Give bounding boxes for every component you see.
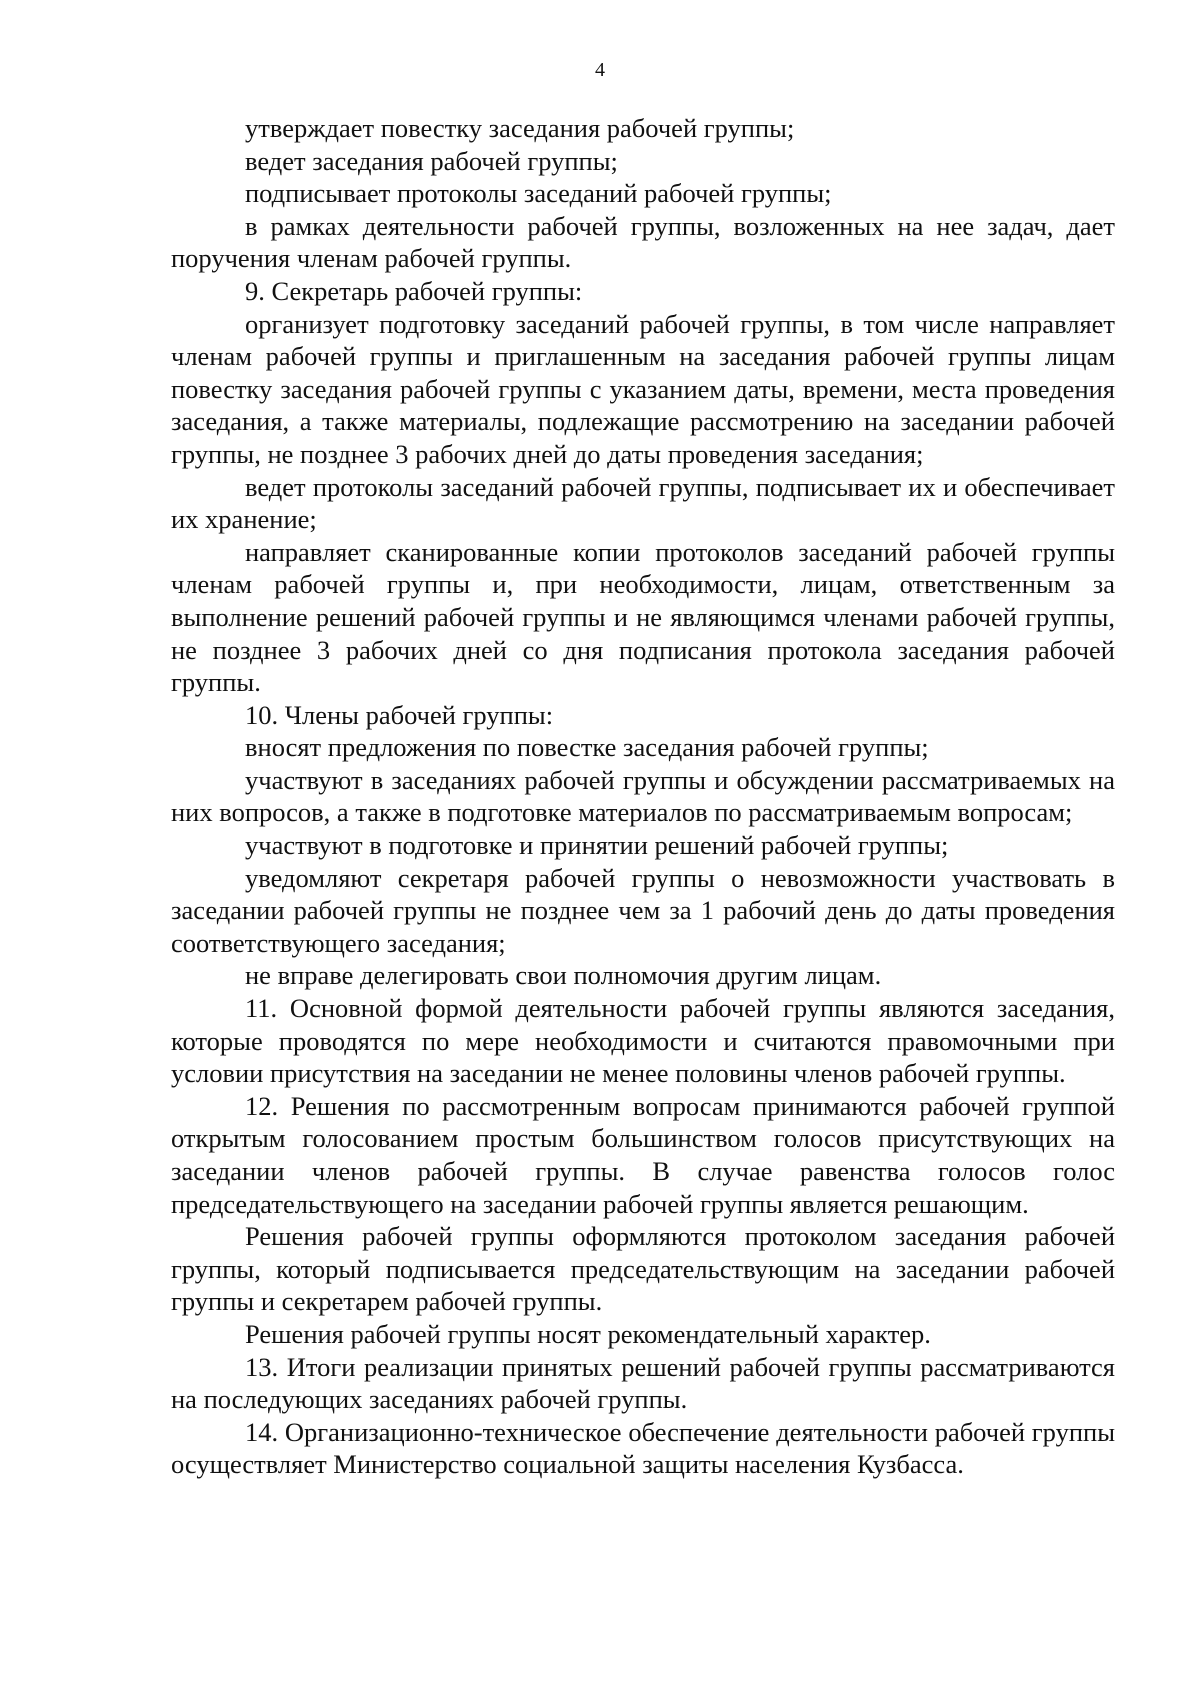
paragraph: утверждает повестку заседания рабочей группы; (245, 113, 795, 143)
document-body (171, 112, 1115, 1481)
section-heading-9: 9. Секретарь рабочей группы: (245, 275, 583, 306)
paragraph: вносят предложения по повестке заседания рабочей группы; (245, 732, 929, 763)
section-11: 11. Основной формой деятельности рабочей группы являются заседания, которые проводятся по мере необходимости и считаются правомочными при условии присутствия на заседании не менее половины членов рабочей группы. (171, 993, 1115, 1089)
paragraph: Решения рабочей группы оформляются протоколом заседания рабочей группы, который подписывается председательствующим на заседании рабочей группы и секретарем рабочей группы. (171, 1221, 1115, 1317)
paragraph: участвуют в заседаниях рабочей группы и обсуждении рассматриваемых на них вопросов, а также в подготовке материалов по рассматриваемым вопросам; (171, 764, 1115, 828)
paragraph: ведет протоколы заседаний рабочей группы, подписывает их и обеспечивает их хранение; (171, 471, 1115, 535)
paragraph: подписывает протоколы заседаний рабочей группы; (245, 178, 832, 209)
section-12: 12. Решения по рассмотренным вопросам принимаются рабочей группой открытым голосованием простым большинством голосов присутствующих на заседании членов рабочей группы. В случае равенства голосов голос председательствующего на заседании рабочей группы является решающим. (171, 1090, 1115, 1219)
paragraph: Решения рабочей группы носят рекомендательный характер. (245, 1318, 931, 1349)
paragraph: в рамках деятельности рабочей группы, возложенных на нее задач, дает поручения членам рабочей группы. (171, 210, 1115, 274)
paragraph: не вправе делегировать свои полномочия другим лицам. (245, 960, 882, 991)
section-14: 14. Организационно-техническое обеспечение деятельности рабочей группы осуществляет Министерство социальной защиты населения Кузбасса. (171, 1416, 1115, 1480)
paragraph: участвуют в подготовке и принятии решений рабочей группы; (245, 830, 949, 861)
paragraph: организует подготовку заседаний рабочей группы, в том числе направляет членам рабочей группы и приглашенным на заседания рабочей группы лицам повестку заседания рабочей группы с указанием даты, времени, места проведения заседания, а также материалы, подлежащие рассмотрению на заседании рабочей группы, не позднее 3 рабочих дней до даты проведения заседания; (171, 308, 1115, 469)
section-heading-10: 10. Члены рабочей группы: (245, 699, 554, 730)
paragraph: ведет заседания рабочей группы; (245, 145, 618, 176)
page-number: 4 (595, 59, 605, 81)
paragraph: направляет сканированные копии протоколов заседаний рабочей группы членам рабочей группы и, при необходимости, лицам, ответственным за выполнение решений рабочей группы и не являющимся членами рабочей группы, не позднее 3 рабочих дней со дня подписания протокола заседания рабочей группы. (171, 536, 1115, 698)
paragraph: уведомляют секретаря рабочей группы о невозможности участвовать в заседании рабочей группы не позднее чем за 1 рабочий день до даты проведения соответствующего заседания; (171, 862, 1115, 958)
section-13: 13. Итоги реализации принятых решений рабочей группы рассматриваются на последующих заседаниях рабочей группы. (171, 1351, 1115, 1415)
